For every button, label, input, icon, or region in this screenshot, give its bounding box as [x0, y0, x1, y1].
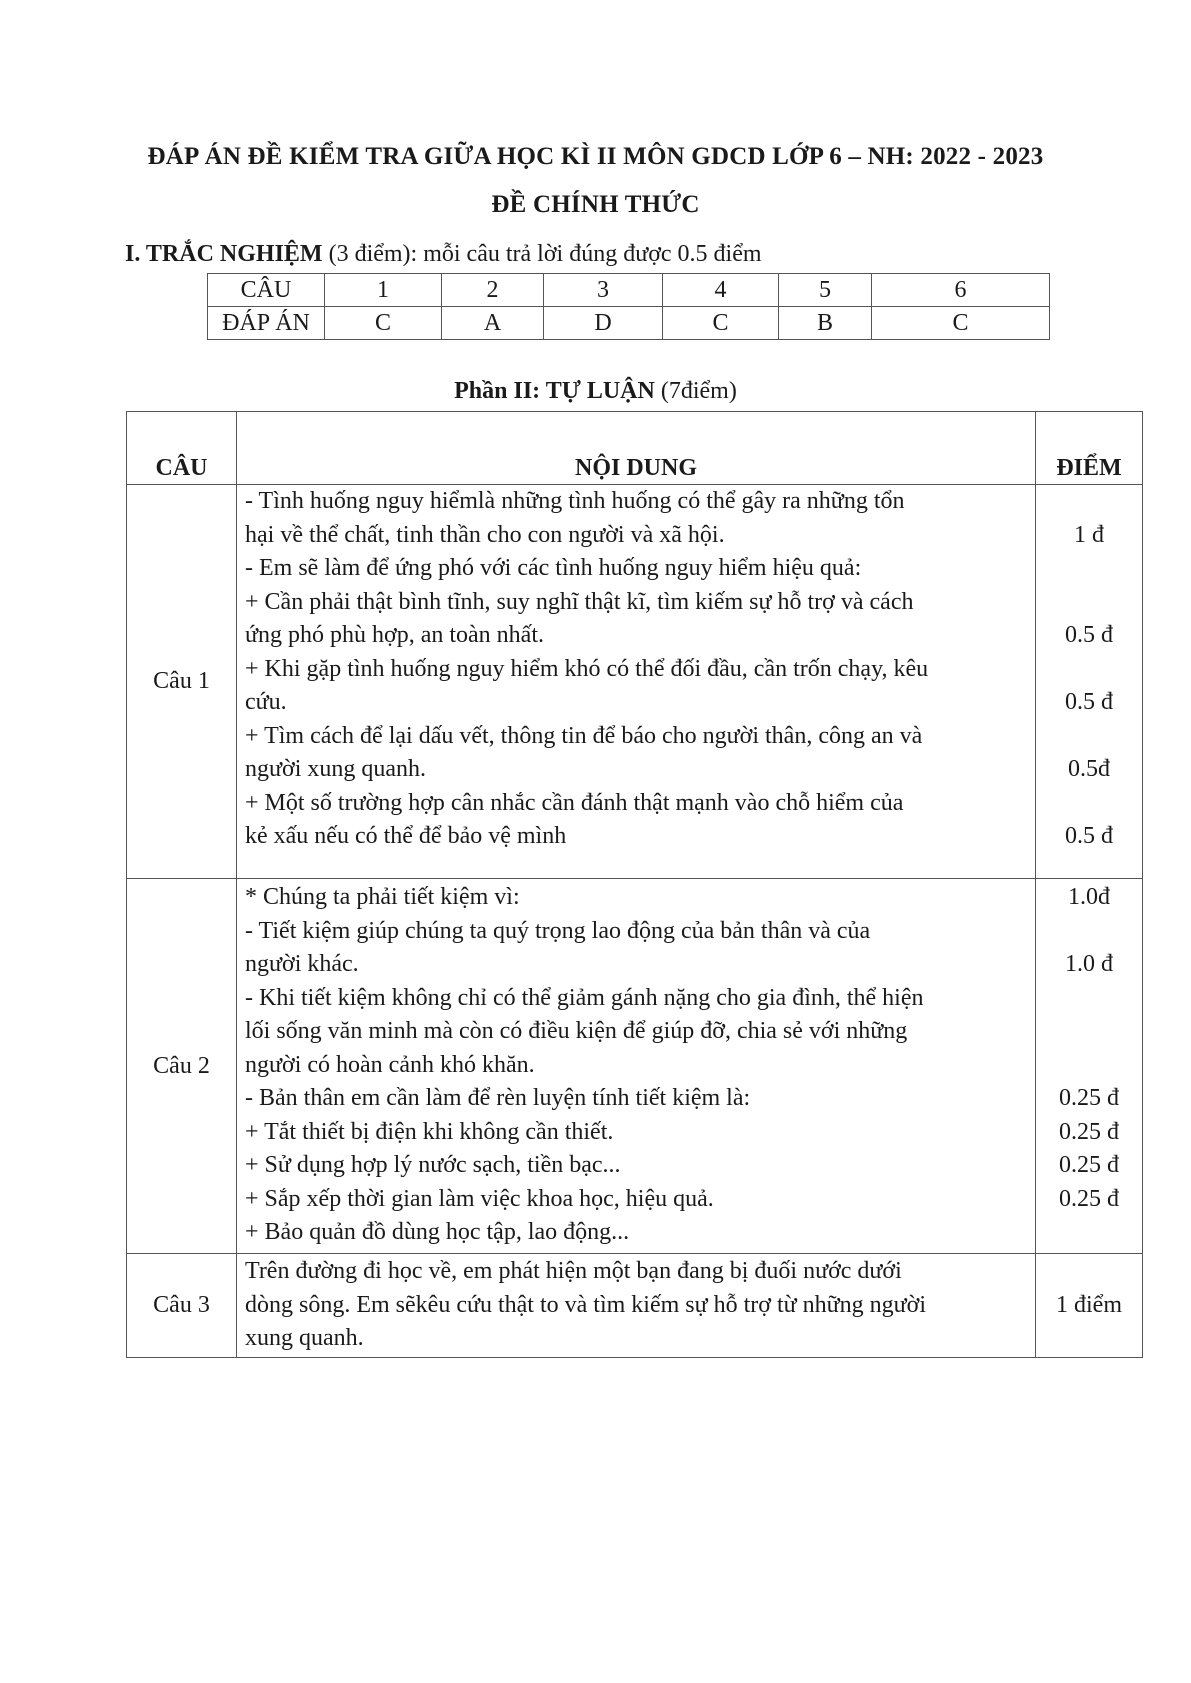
answer-row-header: ĐÁP ÁN	[208, 307, 325, 340]
answer-letter: C	[325, 307, 442, 340]
content-line: dòng sông. Em sẽkêu cứu thật to và tìm kiếm sự hỗ trợ từ những người	[245, 1291, 927, 1318]
content-line: + Khi gặp tình huống nguy hiểm khó có thể đối đầu, cần trốn chạy, kêu	[245, 655, 929, 682]
point-value: 0.5đ	[1068, 756, 1110, 782]
essay-row	[127, 879, 1143, 1254]
question-number: 3	[544, 274, 663, 307]
part1-label: I. TRẮC NGHIỆM	[125, 241, 323, 267]
point-value	[1036, 1216, 1142, 1250]
point-value	[1036, 1015, 1142, 1049]
document-subtitle: ĐỀ CHÍNH THỨC	[491, 191, 700, 218]
content-line: + Sắp xếp thời gian làm việc khoa học, hiệu quả.	[245, 1185, 714, 1212]
question-row	[208, 274, 1050, 307]
point-value: 0.25 đ	[1059, 1152, 1119, 1178]
content-line: - Khi tiết kiệm không chỉ có thể giảm gánh nặng cho gia đình, thể hiện	[245, 984, 924, 1011]
answer-content	[237, 1254, 1036, 1358]
content-line: + Cần phải thật bình tĩnh, suy nghĩ thật kĩ, tìm kiếm sự hỗ trợ và cách	[245, 588, 914, 615]
question-number: 1	[325, 274, 442, 307]
point-value	[1036, 1322, 1142, 1356]
point-value: 1 đ	[1074, 521, 1104, 548]
question-number: 6	[872, 274, 1050, 307]
essay-answer-table	[126, 411, 1143, 1358]
point-value: 0.25 đ	[1059, 1118, 1119, 1145]
point-value: 1 điểm	[1056, 1291, 1122, 1318]
column-header-points: ĐIỂM	[1036, 412, 1143, 485]
content-line: ứng phó phù hợp, an toàn nhất.	[245, 622, 544, 648]
answer-content	[237, 485, 1036, 879]
document-title: ĐÁP ÁN ĐỀ KIỂM TRA GIỮA HỌC KÌ II MÔN GDCD LỚP 6 – NH: 2022 - 2023	[147, 143, 1044, 170]
answer-letter: C	[872, 307, 1050, 340]
content-line: kẻ xấu nếu có thể để bảo vệ mình	[245, 823, 567, 849]
content-line: - Tiết kiệm giúp chúng ta quý trọng lao động của bản thân và của	[245, 917, 871, 944]
part1-heading	[125, 241, 762, 268]
content-line: + Tìm cách để lại dấu vết, thông tin để báo cho người thân, công an và	[245, 722, 923, 749]
content-line: - Em sẽ làm để ứng phó với các tình huống nguy hiểm hiệu quả:	[245, 555, 862, 581]
question-row-header: CÂU	[208, 274, 325, 307]
point-value: 1.0đ	[1068, 884, 1110, 910]
point-value	[1036, 720, 1142, 754]
content-line: + Sử dụng hợp lý nước sạch, tiền bạc...	[245, 1152, 621, 1178]
point-value: 1.0 đ	[1065, 951, 1113, 977]
content-line: + Bảo quản đồ dùng học tập, lao động...	[245, 1219, 630, 1245]
answer-content	[237, 879, 1036, 1254]
point-value	[1036, 552, 1142, 586]
content-line: + Tắt thiết bị điện khi không cần thiết.	[245, 1118, 614, 1145]
question-label: Câu 1	[127, 485, 237, 879]
point-value	[1036, 1255, 1142, 1289]
point-value: 0.25 đ	[1059, 1185, 1119, 1212]
question-label: Câu 3	[127, 1254, 237, 1358]
essay-row	[127, 1254, 1143, 1358]
point-value	[1036, 1049, 1142, 1083]
point-value: 0.5 đ	[1065, 689, 1113, 715]
answer-letter: D	[544, 307, 663, 340]
column-header-content: NỘI DUNG	[237, 412, 1036, 485]
content-line: hại về thể chất, tinh thần cho con người và xã hội.	[245, 521, 725, 548]
content-line: Trên đường đi học về, em phát hiện một bạn đang bị đuối nước dưới	[245, 1258, 902, 1285]
answer-letter: A	[442, 307, 544, 340]
answer-letter: B	[779, 307, 872, 340]
content-line: người có hoàn cảnh khó khăn.	[245, 1051, 535, 1078]
essay-row	[127, 485, 1143, 879]
question-number: 4	[663, 274, 779, 307]
answer-letter: C	[663, 307, 779, 340]
point-value	[1036, 982, 1142, 1016]
content-line: * Chúng ta phải tiết kiệm vì:	[245, 884, 520, 910]
essay-header-row	[127, 412, 1143, 485]
points-cell	[1036, 1254, 1143, 1358]
point-value	[1036, 653, 1142, 687]
content-line: người xung quanh.	[245, 756, 427, 782]
point-value: 0.25 đ	[1059, 1085, 1119, 1111]
point-value: 0.5 đ	[1065, 622, 1113, 648]
content-line: lối sống văn minh mà còn có điều kiện để giúp đỡ, chia sẻ với những	[245, 1018, 908, 1044]
question-number: 5	[779, 274, 872, 307]
content-line: + Một số trường hợp cân nhắc cần đánh thật mạnh vào chỗ hiểm của	[245, 789, 904, 816]
question-number: 2	[442, 274, 544, 307]
points-cell	[1036, 879, 1143, 1254]
point-value	[1036, 485, 1142, 519]
question-label: Câu 2	[127, 879, 237, 1254]
point-value	[1036, 787, 1142, 821]
content-line: xung quanh.	[245, 1325, 364, 1352]
part2-heading	[0, 378, 1191, 405]
content-line: - Bản thân em cần làm để rèn luyện tính tiết kiệm là:	[245, 1085, 751, 1111]
content-line: cứu.	[245, 689, 287, 715]
column-header-question: CÂU	[127, 412, 237, 485]
answer-row	[208, 307, 1050, 340]
content-line: - Tình huống nguy hiểmlà những tình huống có thể gây ra những tổn	[245, 488, 905, 514]
point-value: 0.5 đ	[1065, 823, 1113, 849]
point-value	[1036, 586, 1142, 620]
multiple-choice-answer-table	[207, 273, 1050, 340]
point-value	[1036, 915, 1142, 949]
content-line: người khác.	[245, 951, 359, 977]
part2-note: (7điểm)	[660, 378, 737, 404]
points-cell	[1036, 485, 1143, 879]
part2-label: Phần II: TỰ LUẬN	[454, 378, 655, 404]
part1-note: (3 điểm): mỗi câu trả lời đúng được 0.5 điểm	[328, 241, 762, 267]
